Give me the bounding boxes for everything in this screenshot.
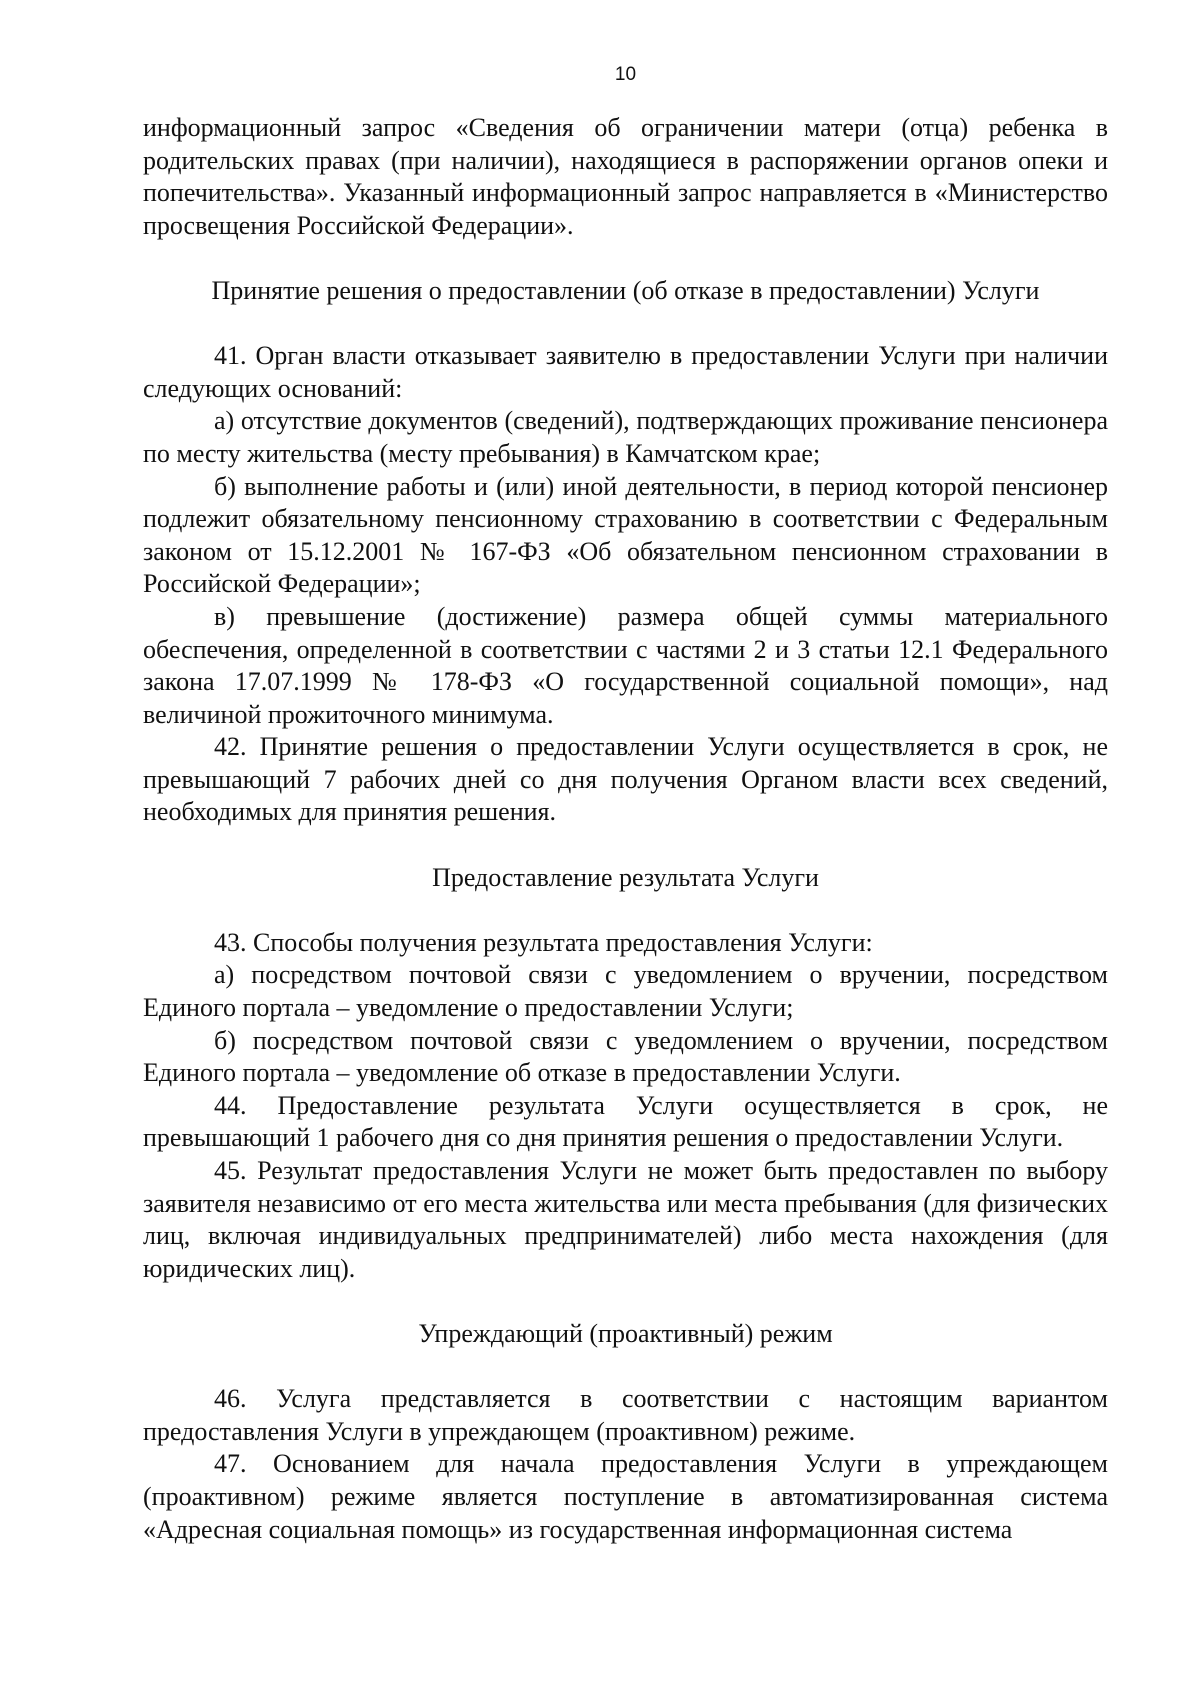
paragraph-42: 42. Принятие решения о предоставлении Услуги осуществляется в срок, не превышающий 7 рабочих дней со дня получения Органом власти всех сведений, необходимых для принятия решения. (143, 732, 1108, 827)
paragraph-intro: информационный запрос «Сведения об ограничении матери (отца) ребенка в родительских правах (при наличии), находящиеся в распоряжении органов опеки и попечительства». Указанный информационный запрос направляется в «Министерство просвещения Российской Федерации». (143, 113, 1108, 240)
paragraph-43a: а) посредством почтовой связи с уведомлением о вручении, посредством Единого портала – уведомление о предоставлении Услуги; (143, 960, 1108, 1023)
section-heading-decision: Принятие решения о предоставлении (об отказе в предоставлении) Услуги (211, 275, 1040, 305)
section-heading-result: Предоставление результата Услуги (432, 862, 819, 892)
paragraph-41: 41. Орган власти отказывает заявителю в предоставлении Услуги при наличии следующих оснований: (143, 341, 1108, 403)
paragraph-43: 43. Способы получения результата предоставления Услуги: (214, 927, 873, 957)
spacer (143, 1285, 1108, 1318)
paragraph-43b: б) посредством почтовой связи с уведомлением о вручении, посредством Единого портала – уведомление об отказе в предоставлении Услуги. (143, 1025, 1108, 1088)
paragraph-41a: а) отсутствие документов (сведений), подтверждающих проживание пенсионера по месту жительства (месту пребывания) в Камчатском крае; (143, 406, 1108, 468)
section-heading-proactive: Упреждающий (проактивный) режим (418, 1318, 833, 1348)
spacer (143, 829, 1108, 862)
spacer (143, 308, 1108, 341)
spacer (143, 1351, 1108, 1384)
paragraph-46: 46. Услуга представляется в соответствии с настоящим вариантом предоставления Услуги в упреждающем (проактивном) режиме. (143, 1384, 1108, 1446)
paragraph-41v: в) превышение (достижение) размера общей суммы материального обеспечения, определенной в соответствии с частями 2 и 3 статьи 12.1 Федерального закона 17.07.1999 № 178-ФЗ «О государственной социальной помощи», над величиной прожиточного минимума. (143, 601, 1108, 729)
page-number: 10 (614, 64, 637, 85)
spacer (143, 242, 1108, 275)
paragraph-44: 44. Предоставление результата Услуги осуществляется в срок, не превышающий 1 рабочего дня со дня принятия решения о предоставлении Услуги. (143, 1090, 1108, 1153)
paragraph-45: 45. Результат предоставления Услуги не может быть предоставлен по выбору заявителя независимо от его места жительства или места пребывания (для физических лиц, включая индивидуальных предпринимателей) либо места нахождения (для юридических лиц). (143, 1156, 1108, 1283)
paragraph-41b: б) выполнение работы и (или) иной деятельности, в период которой пенсионер подлежит обязательному пенсионному страхованию в соответствии с Федеральным законом от 15.12.2001 № 167-ФЗ «Об обязательном пенсионном страховании в Российской Федерации»; (143, 471, 1108, 599)
document-body (143, 112, 1108, 1546)
paragraph-47: 47. Основанием для начала предоставления Услуги в упреждающем (проактивном) режиме является поступление в автоматизированная система «Адресная социальная помощь» из государственная информационная система (143, 1449, 1108, 1544)
spacer (143, 894, 1108, 927)
